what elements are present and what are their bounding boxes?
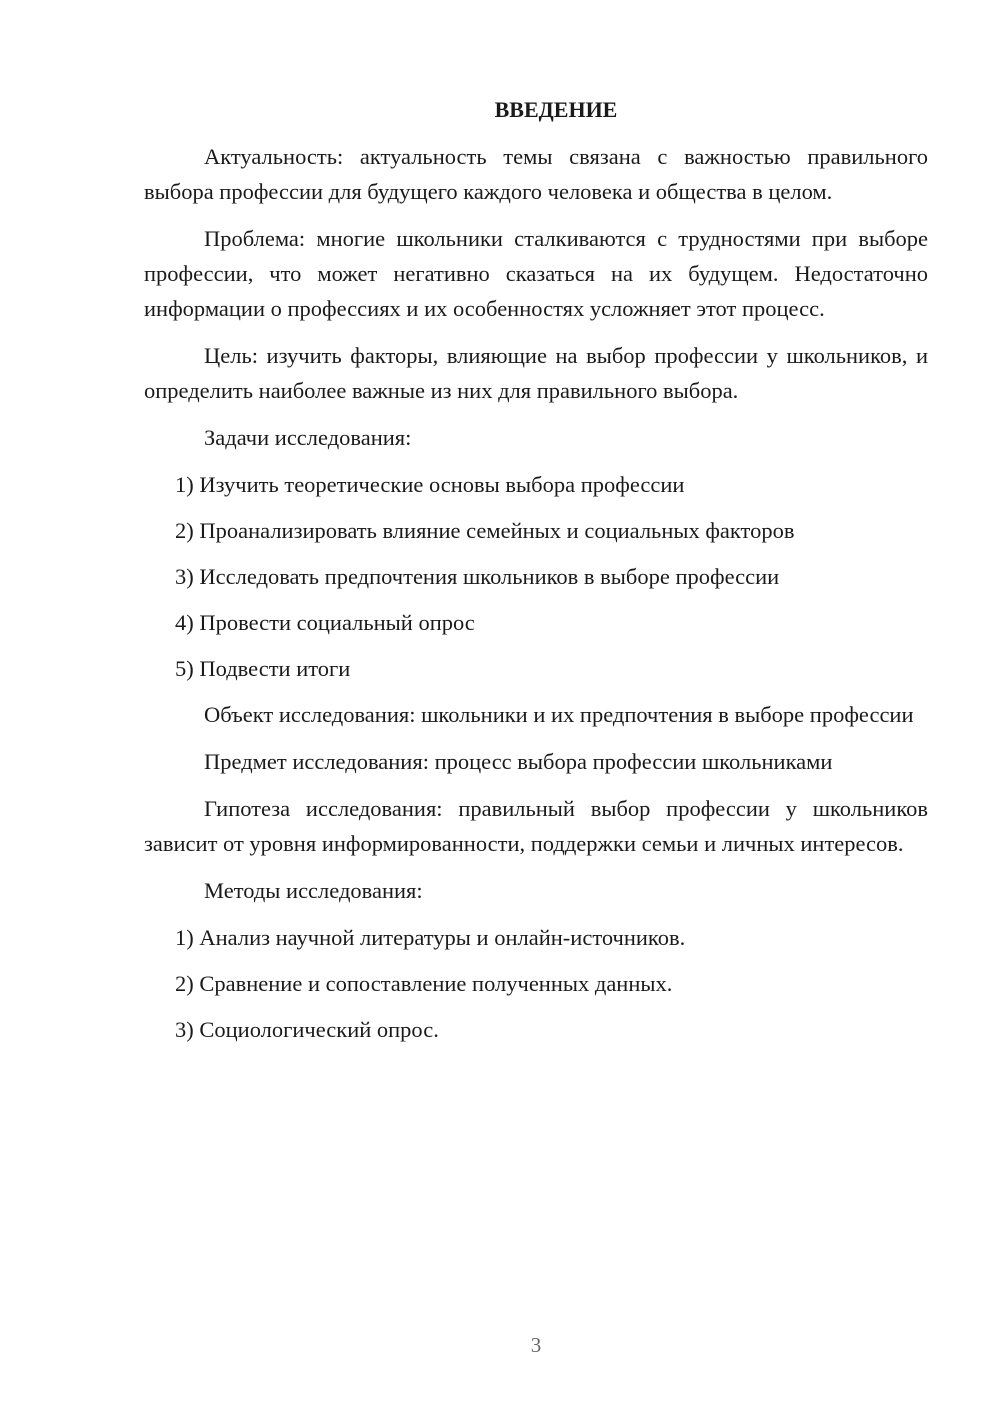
list-item: 3) Социологический опрос.: [175, 1017, 439, 1042]
relevance-paragraph: Актуальность: актуальность темы связана с важностью правильного выбора профессии для будущего каждого человека и общества в целом.: [144, 144, 928, 204]
methods-heading: Методы исследования:: [204, 878, 423, 903]
tasks-list: [144, 467, 928, 686]
list-item: 1) Анализ научной литературы и онлайн-источников.: [175, 925, 686, 950]
list-item: 2) Проанализировать влияние семейных и социальных факторов: [175, 518, 795, 543]
methods-list: [144, 920, 928, 1047]
list-item: 3) Исследовать предпочтения школьников в выборе профессии: [175, 564, 780, 589]
list-item: 1) Изучить теоретические основы выбора профессии: [175, 472, 685, 497]
goal-paragraph: Цель: изучить факторы, влияющие на выбор профессии у школьников, и определить наиболее важные из них для правильного выбора.: [144, 343, 928, 403]
hypothesis-paragraph: Гипотеза исследования: правильный выбор профессии у школьников зависит от уровня информированности, поддержки семьи и личных интересов.: [144, 796, 928, 856]
section-title: ВВЕДЕНИЕ: [494, 97, 618, 122]
tasks-heading: Задачи исследования:: [204, 425, 412, 450]
list-item: 4) Провести социальный опрос: [175, 610, 475, 635]
subject-paragraph: Предмет исследования: процесс выбора профессии школьниками: [204, 749, 833, 774]
list-item: 2) Сравнение и сопоставление полученных данных.: [175, 971, 673, 996]
problem-paragraph: Проблема: многие школьники сталкиваются с трудностями при выборе профессии, что может негативно сказаться на их будущем. Недостаточно информации о профессиях и их особенностях усложняет этот процесс.: [144, 226, 928, 321]
page-number: 3: [530, 1333, 542, 1357]
document-body: [144, 92, 928, 1058]
object-paragraph: Объект исследования: школьники и их предпочтения в выборе профессии: [204, 702, 914, 727]
list-item: 5) Подвести итоги: [175, 656, 351, 681]
